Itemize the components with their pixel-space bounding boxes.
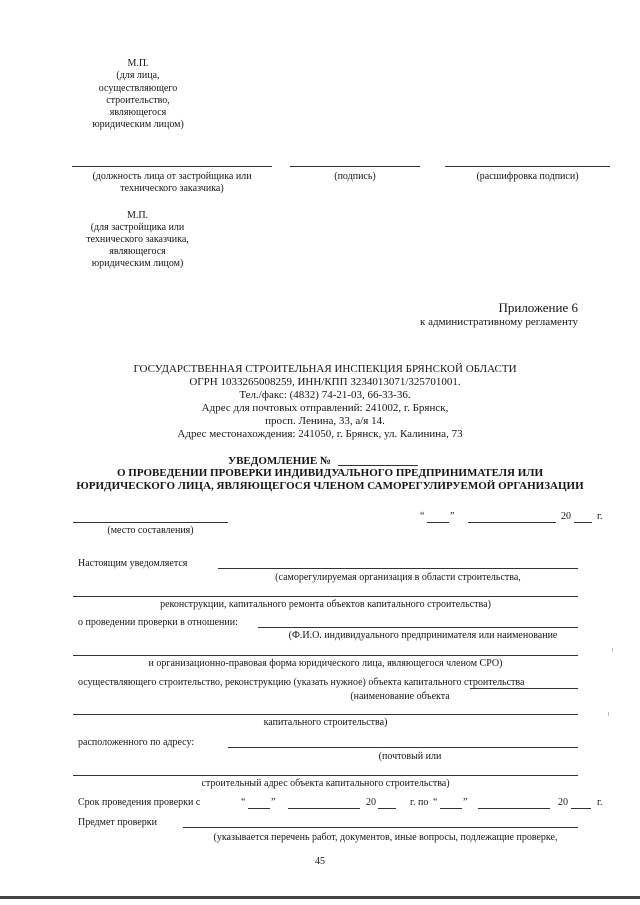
org-name: ГОСУДАРСТВЕННАЯ СТРОИТЕЛЬНАЯ ИНСПЕКЦИЯ БРЯНСКОЙ ОБЛАСТИ <box>133 363 517 375</box>
fio-caption: и организационно-правовая форма юридического лица, являющегося членом СРО) <box>148 658 503 669</box>
address-line-2 <box>73 775 578 776</box>
decoding-caption: (расшифровка подписи) <box>476 171 579 182</box>
quote-open: “ <box>420 511 425 522</box>
year-line <box>574 522 592 523</box>
scan-edge <box>0 896 640 899</box>
month-line <box>468 522 556 523</box>
place-line <box>73 522 228 523</box>
notice-title: УВЕДОМЛЕНИЕ № <box>228 455 332 467</box>
month-line <box>478 808 550 809</box>
performing-text: осуществляющего строительство, реконструкцию (указать нужное) объекта капитального строительства <box>78 677 525 688</box>
seal-caption-line: юридическим лицом) <box>92 119 184 130</box>
notify-label: Настоящим уведомляется <box>78 558 188 569</box>
address-caption: (почтовый или <box>378 751 442 762</box>
quote-close: ” <box>463 797 468 808</box>
org-postal-address: Адрес для почтовых отправлений: 241002, г. Брянск, <box>201 402 449 414</box>
sro-line <box>218 568 578 569</box>
period-to: г. по <box>410 797 429 808</box>
sro-caption: реконструкции, капитального ремонта объектов капитального строительства) <box>160 599 491 610</box>
object-caption: капитального строительства) <box>263 717 388 728</box>
year-suffix: г. <box>597 511 603 522</box>
year-line <box>378 808 396 809</box>
subject-caption: (указывается перечень работ, документов, иные вопросы, подлежащие проверке, <box>213 832 558 843</box>
year-prefix: 20 <box>561 511 571 522</box>
address-label: расположенного по адресу: <box>78 737 195 748</box>
page-number: 45 <box>315 856 325 867</box>
object-line-2 <box>73 714 578 715</box>
seal-caption-line: осуществляющего <box>98 83 178 94</box>
scan-speck <box>608 712 609 716</box>
seal-caption-line: (для застройщика или <box>90 222 185 233</box>
org-location: Адрес местонахождения: 241050, г. Брянск, ул. Калинина, 73 <box>177 428 463 440</box>
address-caption: строительный адрес объекта капитального строительства) <box>201 778 450 789</box>
appendix-regulation: к административному регламенту <box>420 316 578 328</box>
inspection-label: о проведении проверки в отношении: <box>78 617 238 628</box>
org-phone: Тел./факс: (4832) 74-21-03, 66-33-36. <box>239 389 411 401</box>
quote-close: ” <box>271 797 276 808</box>
day-line <box>427 522 449 523</box>
seal-caption-line: (для лица, <box>116 70 160 81</box>
day-line <box>440 808 462 809</box>
fio-line <box>258 627 578 628</box>
place-caption: (место составления) <box>107 525 194 536</box>
period-label: Срок проведения проверки с <box>78 797 201 808</box>
year-prefix: 20 <box>558 797 568 808</box>
signature-line <box>290 166 420 167</box>
address-line <box>228 747 578 748</box>
object-line <box>470 688 578 689</box>
subject-line <box>183 827 578 828</box>
position-caption: технического заказчика) <box>120 183 224 194</box>
seal-caption-line: технического заказчика, <box>86 234 189 245</box>
notice-subtitle: О ПРОВЕДЕНИИ ПРОВЕРКИ ИНДИВИДУАЛЬНОГО ПРЕДПРИНИМАТЕЛЯ ИЛИ <box>116 467 544 479</box>
notice-number-line <box>338 465 418 466</box>
position-line <box>72 166 272 167</box>
quote-open: “ <box>241 797 246 808</box>
decoding-line <box>445 166 610 167</box>
object-caption: (наименование объекта <box>350 691 450 702</box>
org-ogrn: ОГРН 1033265008259, ИНН/КПП 3234013071/325701001. <box>189 376 461 388</box>
sro-line-2 <box>73 596 578 597</box>
subject-label: Предмет проверки <box>78 817 157 828</box>
scan-speck <box>612 648 613 652</box>
org-postal-address: просп. Ленина, 33, а/я 14. <box>265 415 385 427</box>
notice-subtitle: ЮРИДИЧЕСКОГО ЛИЦА, ЯВЛЯЮЩЕГОСЯ ЧЛЕНОМ САМОРЕГУЛИРУЕМОЙ ОРГАНИЗАЦИИ <box>76 480 584 492</box>
month-line <box>288 808 360 809</box>
quote-open: “ <box>433 797 438 808</box>
year-prefix: 20 <box>366 797 376 808</box>
fio-line-2 <box>73 655 578 656</box>
year-line <box>571 808 591 809</box>
position-caption: (должность лица от застройщика или <box>92 171 252 182</box>
seal-caption-line: строительство, <box>106 95 170 106</box>
quote-close: ” <box>450 511 455 522</box>
year-suffix: г. <box>597 797 603 808</box>
signature-caption: (подпись) <box>334 171 376 182</box>
seal-mp-label: М.П. <box>126 210 149 221</box>
appendix-number: Приложение 6 <box>498 300 578 315</box>
day-line <box>248 808 270 809</box>
fio-caption: (Ф.И.О. индивидуального предпринимателя или наименование <box>288 630 558 641</box>
seal-caption-line: являющегося <box>109 107 167 118</box>
seal-mp-label: М.П. <box>127 58 149 69</box>
seal-caption-line: юридическим лицом) <box>91 258 184 269</box>
sro-caption: (саморегулируемая организация в области строительства, <box>275 572 521 583</box>
seal-caption-line: являющегося <box>109 246 166 257</box>
